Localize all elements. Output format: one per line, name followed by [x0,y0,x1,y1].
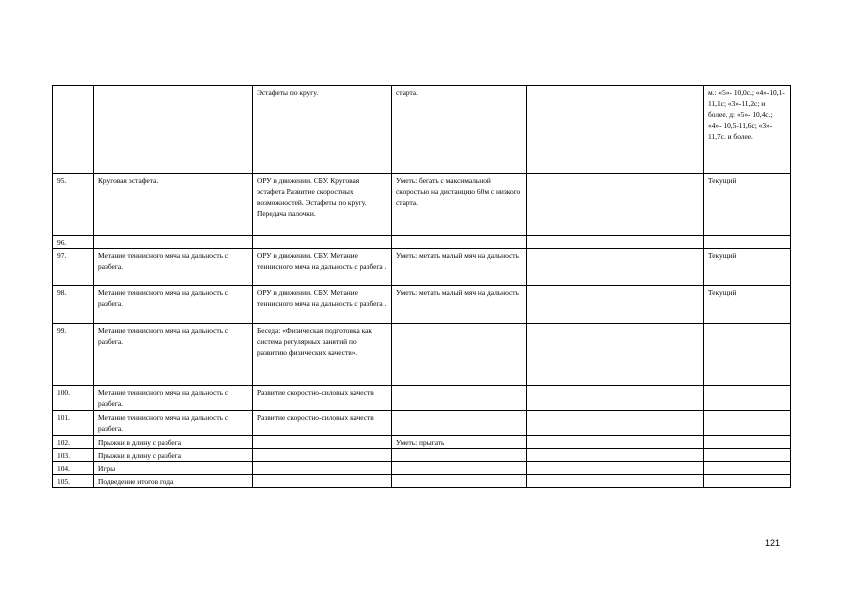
lesson-number-cell: 98. [53,286,94,324]
lesson-number-cell: 97. [53,249,94,286]
table-row [53,386,791,411]
lesson-content-cell: Развитие скоростно-силовых качеств [253,411,392,436]
lesson-topic-cell: Метание теннисного мяча на дальность с разбега. [94,324,253,386]
lesson-number-cell: 105. [53,475,94,488]
requirements-cell [392,411,527,436]
control-type-cell: Текущий [704,286,791,324]
lesson-content-cell [253,475,392,488]
control-type-cell [704,475,791,488]
extra-cell [527,174,704,236]
lesson-number-cell: 99. [53,324,94,386]
lesson-number-cell [53,86,94,174]
lesson-number-cell: 95. [53,174,94,236]
table-row [53,462,791,475]
lesson-topic-cell: Прыжки в длину с разбега [94,449,253,462]
requirements-cell: Уметь: прыгать [392,436,527,449]
lesson-number-cell: 96. [53,236,94,249]
table-row [53,249,791,286]
extra-cell [527,475,704,488]
lesson-number-cell: 101. [53,411,94,436]
lesson-topic-cell [94,86,253,174]
control-type-cell [704,436,791,449]
requirements-cell [392,475,527,488]
requirements-cell: Уметь: метать малый мяч на дальность [392,286,527,324]
extra-cell [527,286,704,324]
lesson-plan-table [52,85,791,488]
requirements-cell: старта. [392,86,527,174]
extra-cell [527,236,704,249]
table-body [53,86,791,488]
extra-cell [527,386,704,411]
lesson-content-cell: Развитие скоростно-силовых качеств [253,386,392,411]
lesson-topic-cell: Подведение итогов года [94,475,253,488]
lesson-number-cell: 104. [53,462,94,475]
requirements-cell: Уметь: бегать с максимальной скоростью на дистанцию 60м с низкого старта. [392,174,527,236]
control-type-cell [704,236,791,249]
control-type-cell [704,411,791,436]
lesson-content-cell: Эстафеты по кругу. [253,86,392,174]
lesson-number-cell: 102. [53,436,94,449]
requirements-cell [392,449,527,462]
extra-cell [527,436,704,449]
table-row [53,236,791,249]
lesson-topic-cell: Метание теннисного мяча на дальность с разбега. [94,411,253,436]
lesson-topic-cell [94,236,253,249]
table-row [53,286,791,324]
lesson-topic-cell: Круговая эстафета. [94,174,253,236]
lesson-topic-cell: Прыжки в длину с разбега [94,436,253,449]
extra-cell [527,411,704,436]
control-type-cell [704,449,791,462]
lesson-topic-cell: Метание теннисного мяча на дальность с разбега. [94,249,253,286]
table-row [53,411,791,436]
control-type-cell [704,462,791,475]
lesson-content-cell: ОРУ в движении. СБУ. Круговая эстафета Развитие скоростных возможностей. Эстафеты по кругу. Передача палочки. [253,174,392,236]
lesson-topic-cell: Метание теннисного мяча на дальность с разбега. [94,386,253,411]
table-row [53,86,791,174]
requirements-cell [392,386,527,411]
lesson-number-cell: 103. [53,449,94,462]
lesson-topic-cell: Метание теннисного мяча на дальность с разбега. [94,286,253,324]
extra-cell [527,249,704,286]
control-type-cell [704,386,791,411]
control-type-cell: м.: «5»- 10,0с.; «4»-10,1-11,1с; «3»-11,2с; и более. д: «5»- 10,4с.; «4»- 10,5-11,6с; «3»- 11,7с. и более. [704,86,791,174]
lesson-content-cell [253,236,392,249]
lesson-topic-cell: Игры [94,462,253,475]
control-type-cell: Текущий [704,174,791,236]
extra-cell [527,324,704,386]
lesson-content-cell: ОРУ в движении. СБУ. Метание теннисного мяча на дальность с разбега . [253,249,392,286]
requirements-cell [392,324,527,386]
extra-cell [527,462,704,475]
requirements-cell: Уметь: метать малый мяч на дальность [392,249,527,286]
lesson-content-cell [253,449,392,462]
lesson-content-cell [253,462,392,475]
control-type-cell: Текущий [704,249,791,286]
page-number: 121 [765,538,781,548]
requirements-cell [392,236,527,249]
requirements-cell [392,462,527,475]
lesson-content-cell [253,436,392,449]
lesson-content-cell: ОРУ в движении. СБУ. Метание теннисного мяча на дальность с разбега . [253,286,392,324]
table-row [53,324,791,386]
extra-cell [527,449,704,462]
table-row [53,449,791,462]
table-row [53,475,791,488]
extra-cell [527,86,704,174]
lesson-number-cell: 100. [53,386,94,411]
table-row [53,436,791,449]
table-row [53,174,791,236]
lesson-content-cell: Беседа: «Физическая подготовка как система регулярных занятий по развитию физических качеств». [253,324,392,386]
control-type-cell [704,324,791,386]
